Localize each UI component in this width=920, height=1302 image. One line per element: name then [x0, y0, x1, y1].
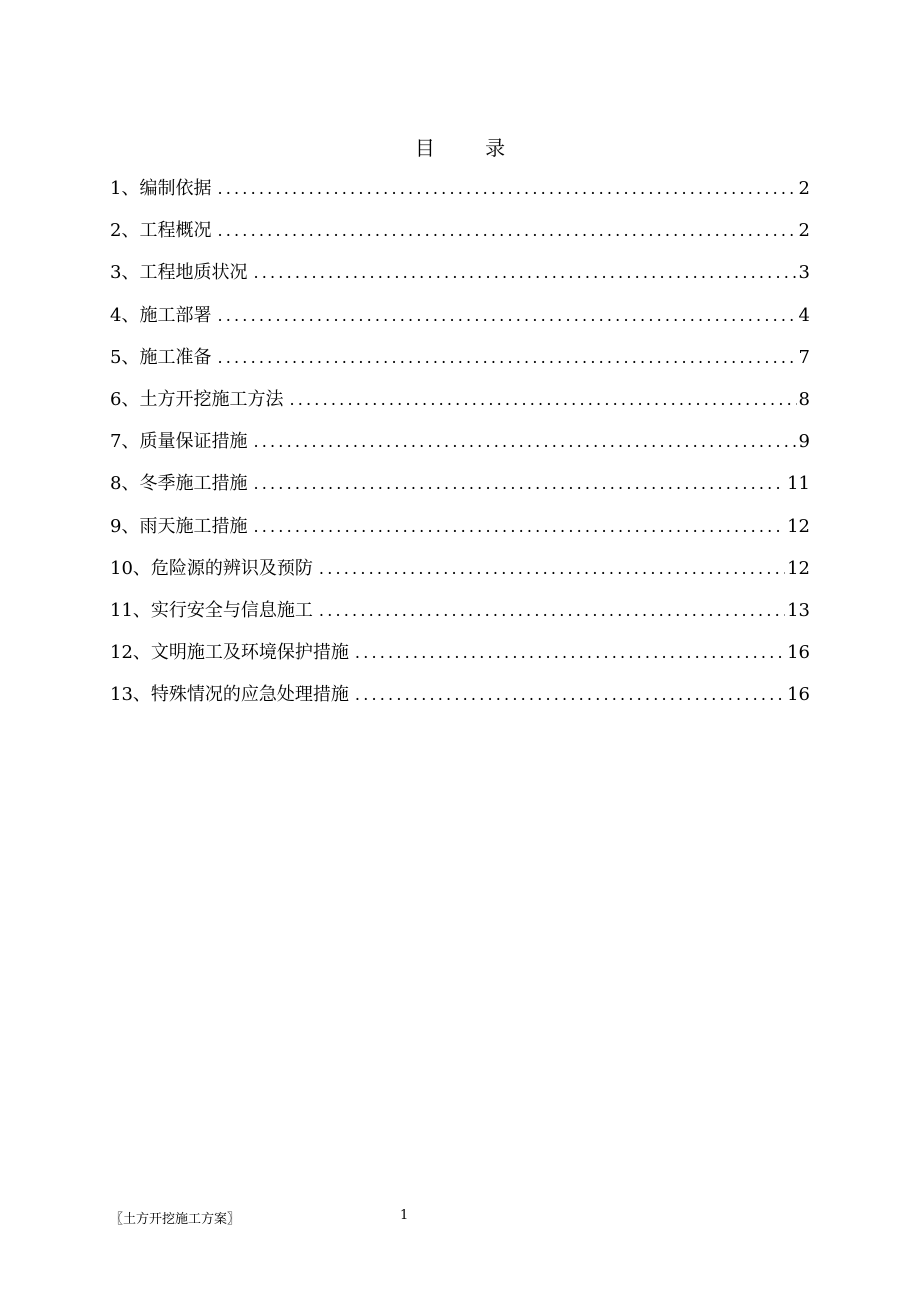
toc-entry[interactable] [110, 421, 810, 463]
toc-dot-leader [253, 506, 785, 548]
toc-entry-page: 2 [798, 178, 810, 199]
toc-entry-label: 5、施工准备 [110, 346, 212, 368]
toc-dot-leader [253, 421, 796, 463]
toc-entry[interactable] [110, 590, 810, 632]
toc-entry[interactable] [110, 252, 810, 294]
toc-entry[interactable] [110, 506, 810, 548]
toc-entry[interactable] [110, 632, 810, 674]
toc-entry-page: 4 [798, 304, 810, 326]
toc-dot-leader [355, 632, 785, 674]
toc-entry-page: 13 [787, 599, 810, 621]
toc-entry-label: 10、危险源的辨识及预防 [110, 557, 313, 579]
toc-entry-page: 7 [798, 346, 810, 368]
toc-entry-page: 12 [787, 515, 810, 537]
toc-entry-label: 12、文明施工及环境保护措施 [110, 642, 349, 664]
toc-dot-leader [253, 463, 785, 505]
toc-entry[interactable] [110, 295, 810, 337]
toc-entry-label: 9、雨天施工措施 [110, 515, 248, 537]
toc-dot-leader [217, 168, 796, 210]
toc-entry-label: 13、特殊情况的应急处理措施 [110, 684, 349, 706]
toc-entry[interactable] [110, 548, 810, 590]
toc-dot-leader [253, 252, 796, 294]
toc-entry-label: 7、质量保证措施 [110, 431, 248, 453]
toc-entry-page: 16 [787, 684, 810, 706]
toc-entry[interactable] [110, 168, 810, 210]
toc-dot-leader [217, 337, 796, 379]
toc-entry-label: 4、施工部署 [110, 304, 212, 326]
toc-entry-page: 12 [787, 557, 810, 579]
toc-entry-page: 16 [787, 642, 810, 664]
toc-entry-label: 6、土方开挖施工方法 [110, 388, 284, 410]
toc-entry[interactable] [110, 379, 810, 421]
toc-entry[interactable] [110, 674, 810, 716]
footer-document-title: 〖土方开挖施工方案〗 [110, 1212, 241, 1227]
toc-entry-label: 2、工程概况 [110, 220, 212, 242]
toc-entry-page: 3 [798, 262, 810, 284]
toc-dot-leader [319, 548, 785, 590]
toc-dot-leader [217, 210, 796, 252]
toc-entry-page: 2 [798, 220, 810, 242]
toc-entry-page: 9 [798, 431, 810, 453]
toc-dot-leader [289, 379, 796, 421]
toc-dot-leader [217, 295, 796, 337]
toc-dot-leader [319, 590, 785, 632]
toc-entry[interactable] [110, 337, 810, 379]
toc-entry-label: 11、实行安全与信息施工 [110, 599, 313, 621]
footer-page-number: 1 [400, 1208, 409, 1223]
toc-entry-page: 8 [798, 388, 810, 410]
toc-dot-leader [355, 674, 785, 716]
toc-entry[interactable] [110, 463, 810, 505]
toc-entry-label: 1、编制依据 [110, 178, 212, 199]
toc-entry[interactable] [110, 210, 810, 252]
toc-title: 目 录 [414, 136, 528, 160]
toc-entry-label: 3、工程地质状况 [110, 262, 248, 284]
toc-entry-label: 8、冬季施工措施 [110, 473, 248, 495]
toc-list [110, 168, 810, 716]
toc-entry-page: 11 [787, 473, 810, 495]
